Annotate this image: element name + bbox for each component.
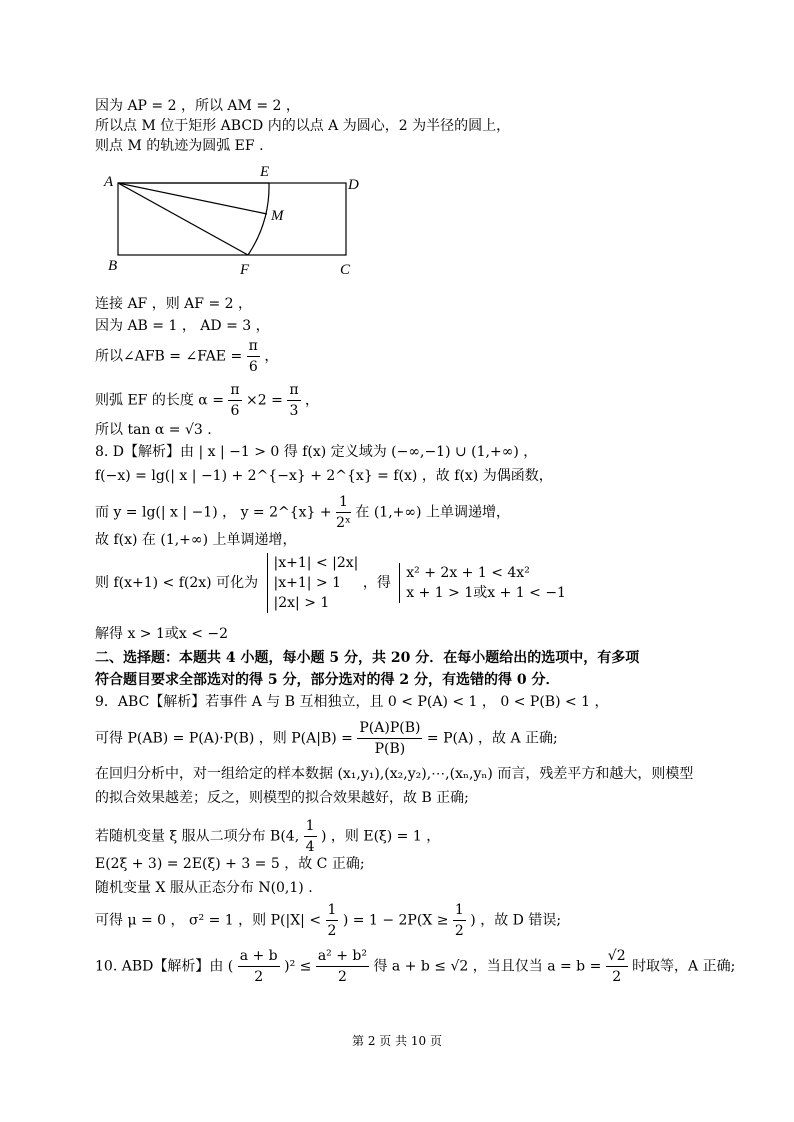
text-span: = P(A) ，故 A 正确; (426, 730, 558, 747)
text-line: 所以 tan α = √3 . (95, 422, 212, 438)
inequality-system: x² + 2x + 1 < 4x² x + 1 > 1或x + 1 < −1 (399, 563, 566, 603)
text-span: 所以∠AFB = ∠FAE = (95, 348, 243, 365)
inequality-system: |x+1| < |2x| |x+1| > 1 |2x| > 1 (267, 553, 359, 613)
fraction: $\frac{1}{\text{2ˣ}}$ (336, 494, 351, 531)
fraction: $\frac{1}{4}$ (305, 818, 315, 855)
fraction: $\frac{\pi}{6}$ (230, 382, 240, 419)
text-span: ，得 (362, 575, 391, 591)
text-span: 在 (1,+∞) 上单调递增， (355, 504, 510, 521)
text-line: 所以点 M 位于矩形 ABCD 内的以点 A 为圆心，2 为半径的圆上， (95, 118, 511, 134)
label-m: M (271, 208, 284, 224)
label-a: A (104, 174, 114, 190)
text-line: 因为 AB = 1 ， AD = 3 ， (95, 318, 270, 334)
label-b: B (108, 258, 118, 274)
section-heading: 符合题目要求全部选对的得 5 分，部分选对的得 2 分，有选错的得 0 分． (95, 672, 560, 688)
label-c: C (340, 262, 351, 278)
text-line (95, 718, 558, 759)
text-span: ) ，故 D 错误; (470, 912, 562, 929)
text-span: 而 y = lg(| x | −1) ， y = 2^{x} + (95, 504, 332, 521)
text-line (95, 816, 440, 857)
arc-ef (248, 183, 269, 255)
text-span: ， (264, 348, 279, 365)
text-line: 因为 AP = 2 ，所以 AM = 2 ， (95, 98, 300, 114)
text-span: )² ≤ (284, 958, 312, 975)
text-line: 解得 x > 1或x < −2 (95, 626, 229, 642)
section-heading: 二、选择题：本题共 4 小题，每小题 5 分，共 20 分．在每小题给出的选项中，有多项 (95, 650, 640, 666)
page-footer: 第 2 页 共 10 页 (352, 1034, 442, 1048)
fraction: $\frac{P(A)P(B)}{P(B)}$ (359, 720, 421, 757)
text-span: 可得 P(AB) = P(A)·P(B) ，则 P(A|B) = (95, 730, 353, 747)
text-span: 得 a + b ≤ √2 ，当且仅当 a = b = (373, 958, 602, 975)
text-line (95, 380, 319, 421)
text-span: ) ，则 E(ξ) = 1 ， (321, 828, 441, 845)
text-span: ， (304, 392, 319, 409)
text-line: f(−x) = lg(| x | −1) + 2^{−x} + 2^{x} = f(x) ，故 f(x) 为偶函数， (95, 468, 553, 484)
text-line (95, 492, 510, 533)
text-span: ×2 = (246, 392, 283, 409)
label-d: D (348, 177, 359, 193)
text-line: 在回归分析中，对一组给定的样本数据 (x₁,y₁),(x₂,y₂),⋯,(xₙ,yₙ) 而言，残差平方和越大，则模型 (95, 766, 694, 782)
fraction: $\frac{√2}{2}$ (607, 948, 626, 985)
fraction: $\frac{\pi}{6}$ (248, 338, 258, 375)
text-line (95, 336, 278, 377)
text-line: 的拟合效果越差；反之，则模型的拟合效果越好，故 B 正确; (95, 790, 469, 806)
rectangle-abcd (118, 183, 346, 255)
fraction: $\frac{a + b}{2}$ (239, 948, 278, 985)
label-f: F (240, 262, 250, 278)
fraction: $\frac{1}{2}$ (327, 902, 337, 939)
text-span: 10. ABD【解析】由 ( (95, 958, 234, 975)
segment-af (118, 183, 248, 255)
fraction: $\frac{1}{2}$ (454, 902, 464, 939)
fraction: $\frac{\pi}{3}$ (289, 382, 299, 419)
text-line: 连接 AF ，则 AF = 2 ， (95, 296, 252, 312)
text-line: 9．ABC【解析】若事件 A 与 B 互相独立，且 0 < P(A) < 1 ， 0 < P(B) < 1 ， (95, 694, 609, 710)
label-e: E (260, 164, 270, 180)
text-line (95, 946, 735, 987)
text-span: 则 f(x+1) < f(2x) 可化为 (95, 575, 259, 591)
text-span: 时取等，A 正确; (632, 958, 736, 975)
text-span: 则弧 EF 的长度 α = (95, 392, 224, 409)
text-line: 8. D【解析】由 | x | −1 > 0 得 f(x) 定义域为 (−∞,−1) ∪ (1,+∞) ， (95, 444, 538, 460)
rectangle-figure (100, 160, 370, 285)
text-line: 则点 M 的轨迹为圆弧 EF . (95, 138, 264, 154)
text-line (95, 900, 561, 941)
text-span: 可得 μ = 0 ， σ² = 1 ，则 P(|X| < (95, 912, 322, 929)
fraction: $\frac{\text{a² + b²}}{2}$ (317, 948, 367, 985)
text-line: 故 f(x) 在 (1,+∞) 上单调递增， (95, 532, 297, 548)
text-line (95, 553, 566, 613)
text-line: 随机变量 X 服从正态分布 N(0,1) . (95, 880, 313, 896)
text-line: E(2ξ + 3) = 2E(ξ) + 3 = 5 ，故 C 正确; (95, 856, 365, 872)
text-span: ) = 1 − 2P(X ≥ (342, 912, 449, 929)
segment-am (118, 183, 267, 214)
text-span: 若随机变量 ξ 服从二项分布 B(4, (95, 828, 300, 845)
